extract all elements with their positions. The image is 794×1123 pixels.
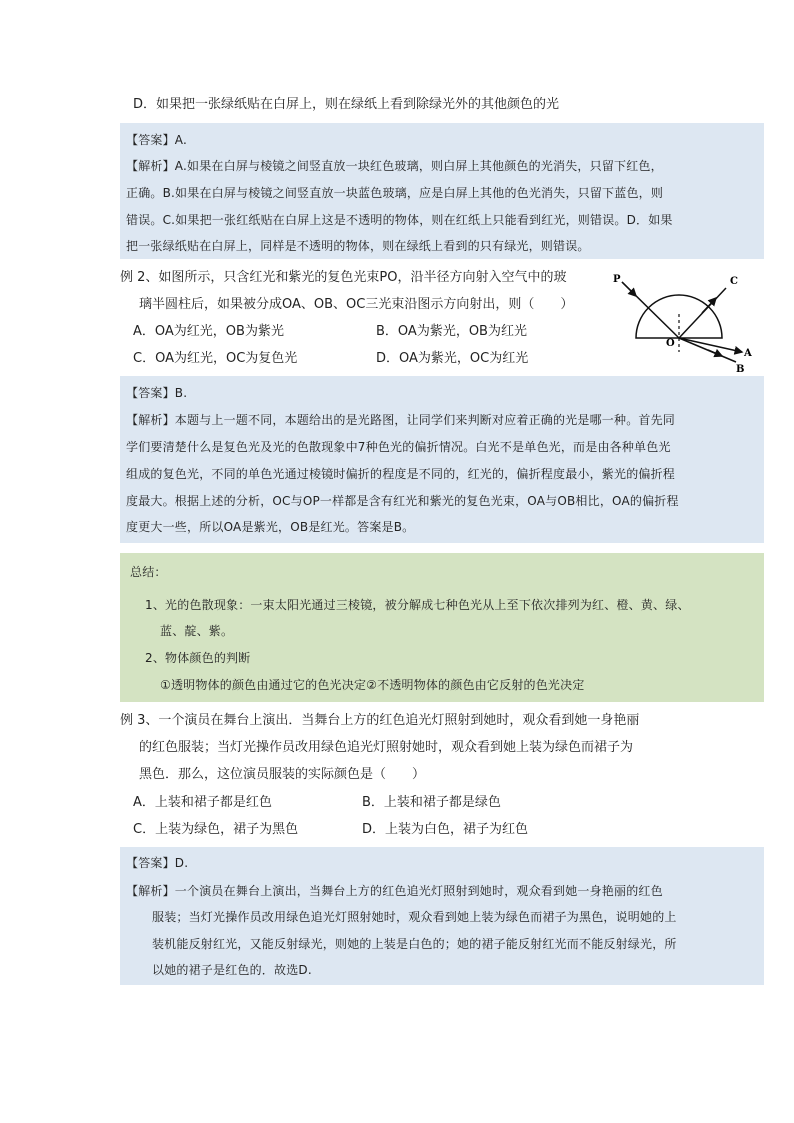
example-3-option-d: D．上装为白色，裙子为红色	[362, 822, 529, 837]
summary-title: 总结：	[130, 565, 167, 579]
example-2-stem-cont: 璃半圆柱后，如果被分成OA、OB、OC三光束沿图示方向射出，则（ ）	[139, 297, 574, 312]
example-2-option-c: C．OA为红光，OC为复色光	[133, 351, 298, 366]
summary-box	[120, 553, 764, 702]
example-2-stem: 例 2、如图所示，只含红光和紫光的复色光束PO，沿半径方向射入空气中的玻	[120, 270, 567, 285]
summary-item-2-detail: ①透明物体的颜色由通过它的色光决定②不透明物体的颜色由它反射的色光决定	[160, 678, 585, 692]
answer-label: 【答案】D.	[126, 856, 189, 870]
analysis-line: 服装；当灯光操作员改用绿色追光灯照射她时，观众看到她上装为绿色而裙子为黑色，说明她的上	[152, 910, 677, 924]
analysis-line: 以她的裙子是红色的．故选D.	[152, 963, 312, 977]
analysis-line: 把一张绿纸贴在白屏上，同样是不透明的物体，则在绿纸上看到的只有绿光，则错误。	[126, 239, 590, 253]
answer-label: 【答案】A.	[126, 133, 188, 147]
label-c: C	[730, 276, 738, 287]
example-3-stem: 例 3、一个演员在舞台上演出．当舞台上方的红色追光灯照射到她时，观众看到她一身艳丽	[120, 713, 640, 728]
example-3-stem-cont: 黑色．那么，这位演员服装的实际颜色是（ ）	[139, 767, 426, 782]
analysis-line: 正确。B.如果在白屏与棱镜之间竖直放一块蓝色玻璃，应是白屏上其他的色光消失，只留下蓝色，则	[126, 186, 664, 200]
analysis-line: 【解析】A.如果在白屏与棱镜之间竖直放一块红色玻璃，则白屏上其他颜色的光消失，只留下红色，	[126, 159, 663, 173]
summary-item-2: 2、物体颜色的判断	[145, 651, 251, 665]
label-o: O	[666, 338, 675, 349]
semicircle-refraction-diagram	[608, 266, 758, 378]
ray-oa	[679, 338, 742, 352]
example-3-option-b: B．上装和裙子都是绿色	[362, 795, 501, 810]
analysis-line: 【解析】本题与上一题不同，本题给出的是光路图，让同学们来判断对应着正确的光是哪一种。首先同	[126, 413, 676, 427]
option-d-text: D．如果把一张绿纸贴在白屏上，则在绿纸上看到除绿光外的其他颜色的光	[133, 97, 560, 112]
answer-box-2	[120, 376, 764, 543]
analysis-line: 【解析】一个演员在舞台上演出，当舞台上方的红色追光灯照射到她时，观众看到她一身艳丽的红色	[126, 884, 663, 898]
answer-box-1	[120, 123, 764, 259]
analysis-line: 组成的复色光，不同的单色光通过棱镜时偏折的程度是不同的，红光的，偏折程度最小，紫光的偏折程	[126, 467, 676, 481]
example-3-option-c: C．上装为绿色，裙子为黑色	[133, 822, 299, 837]
example-2-option-a: A．OA为红光，OB为紫光	[133, 324, 284, 339]
ray-ob	[679, 338, 736, 362]
analysis-line: 度最大。根据上述的分析，OC与OP一样都是含有红光和紫光的复色光束，OA与OB相比，OA的偏折程	[126, 494, 679, 508]
example-2-option-b: B．OA为紫光，OB为红光	[376, 324, 527, 339]
example-3-stem-cont: 的红色服装；当灯光操作员改用绿色追光灯照射她时，观众看到她上装为绿色而裙子为	[139, 740, 634, 755]
analysis-line: 度更大一些，所以OA是紫光，OB是红光。答案是B。	[126, 520, 415, 534]
label-a: A	[744, 348, 752, 359]
label-b: B	[736, 364, 745, 375]
summary-item-1: 1、光的色散现象：一束太阳光通过三棱镜，被分解成七种色光从上至下依次排列为红、橙、黄、绿、	[145, 598, 690, 612]
summary-item-1-cont: 蓝、靛、紫。	[160, 624, 234, 638]
label-p: P	[613, 274, 621, 285]
analysis-line: 装机能反射红光，又能反射绿光，则她的上装是白色的；她的裙子能反射红光而不能反射绿光，所	[152, 937, 677, 951]
example-2-option-d: D．OA为紫光，OC为红光	[376, 351, 529, 366]
example-3-option-a: A．上装和裙子都是红色	[133, 795, 272, 810]
answer-label: 【答案】B.	[126, 386, 188, 400]
analysis-line: 错误。C.如果把一张红纸贴在白屏上这是不透明的物体，则在红纸上只能看到红光，则错误。D．如果	[126, 213, 673, 227]
answer-box-3	[120, 847, 764, 985]
analysis-line: 学们要清楚什么是复色光及光的色散现象中7种色光的偏折情况。白光不是单色光，而是由各种单色光	[126, 440, 671, 454]
